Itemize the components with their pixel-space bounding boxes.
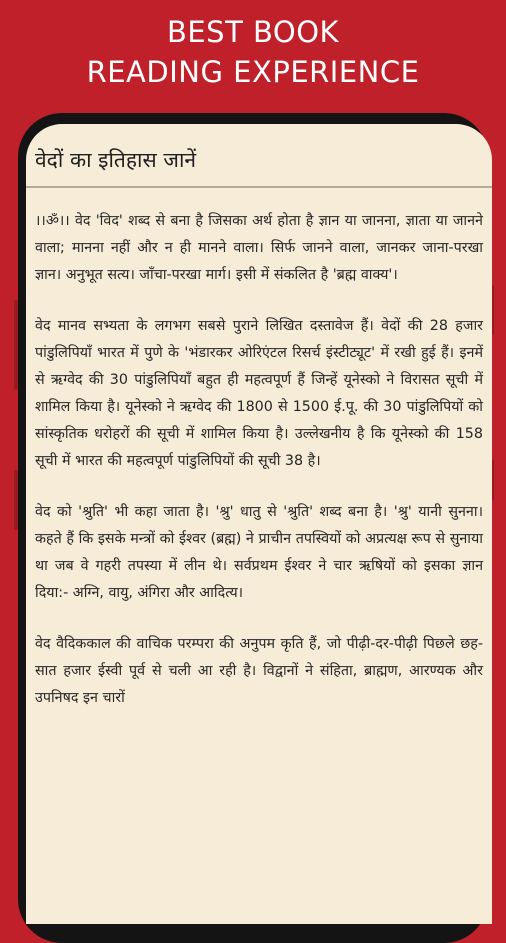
- paragraph: वेद मानव सभ्यता के लगभग सबसे पुराने लिखित दस्तावेज हैं। वेदों की 28 हजार पांडुलिपियाँ भारत में पुणे के 'भंडारकर ओरिएंटल रिसर्च इंस्टीट्यूट' में रखी हुई हैं। इनमें से ऋग्वेद की 30 पांडुलिपियाँ बहुत ही महत्वपूर्ण हैं जिन्हें यूनेस्को ने विरासत सूची में शामिल किया है। यूनेस्को ने ऋग्वेद की 1800 से 1500 ई.पू. की 30 पांडुलिपियों को सांस्कृतिक धरोहरों की सूची में शामिल किया है। उल्लेखनीय है कि यूनेस्को की 158 सूची में भारत की महत्वपूर्ण पांडुलिपियों की सूची 38 है।: [35, 318, 483, 469]
- reader-screen[interactable]: [26, 124, 492, 924]
- paragraph: ।।ॐ।। वेद 'विद' शब्द से बना है जिसका अर्थ होता है ज्ञान या जानना, ज्ञाता या जानने वाला; मानना नहीं और न ही मानने वाला। सिर्फ जानने वाला, जानकर जाना-परखा ज्ञान। अनुभूत सत्य। जाँचा-परखा मार्ग। इसी में संकलित है 'ब्रह्म वाक्य'।: [35, 213, 484, 283]
- paragraph: वेद को 'श्रुति' भी कहा जाता है। 'श्रु' धातु से 'श्रुति' शब्द बना है। 'श्रु' यानी सुनना। कहते हैं कि इसके मन्त्रों को ईश्वर (ब्रह्म) ने प्राचीन तपस्वियों को अप्रत्यक्ष रूप से सुनाया था जब वे गहरी तपस्या में लीन थे। सर्वप्रथम ईश्वर ने चार ऋषियों को इसका ज्ञान दिया:- अग्नि, वायु, अंगिरा और आदित्य।: [35, 504, 483, 601]
- chapter-title: वेदों का इतिहास जानें: [35, 148, 197, 172]
- phone-side-button-left: [14, 300, 18, 390]
- phone-side-button-left-lower: [14, 470, 18, 530]
- promo-heading: [0, 12, 506, 92]
- title-divider: [26, 186, 492, 188]
- paragraph: वेद वैदिककाल की वाचिक परम्परा की अनुपम कृति हैं, जो पीढ़ी-दर-पीढ़ी पिछले छह-सात हजार ईस्वी पूर्व से चली आ रही है। विद्वानों ने संहिता, ब्राह्मण, आरण्यक और उपनिषद इन चारों: [35, 636, 483, 706]
- promo-line-2: READING EXPERIENCE: [86, 55, 420, 89]
- promo-line-1: BEST BOOK: [166, 15, 340, 49]
- reader-content[interactable]: [35, 208, 483, 736]
